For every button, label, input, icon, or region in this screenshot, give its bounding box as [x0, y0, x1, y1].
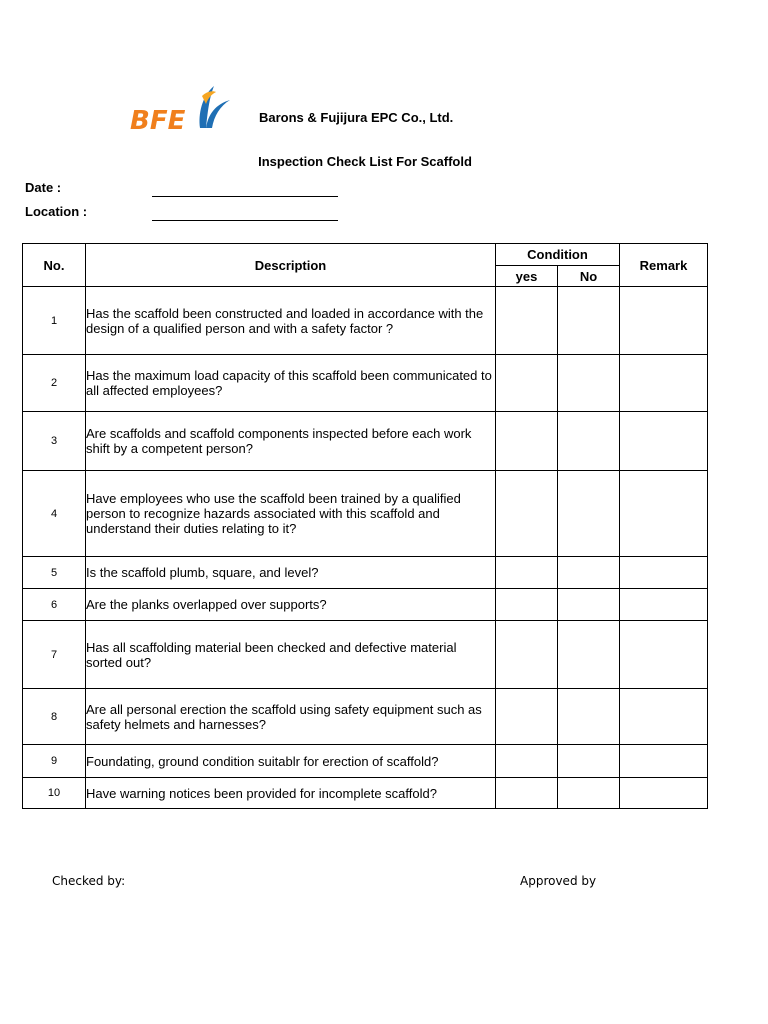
checklist-table	[22, 243, 708, 809]
no-cell[interactable]	[558, 412, 620, 471]
yes-cell[interactable]	[496, 355, 558, 412]
row-description: Are the planks overlapped over supports?	[86, 589, 496, 621]
yes-cell[interactable]	[496, 412, 558, 471]
table-row	[23, 287, 708, 355]
remark-cell[interactable]	[620, 621, 708, 689]
no-cell[interactable]	[558, 689, 620, 745]
yes-cell[interactable]	[496, 778, 558, 809]
no-cell[interactable]	[558, 621, 620, 689]
no-cell[interactable]	[558, 557, 620, 589]
row-number: 9	[23, 745, 86, 778]
checked-by-label: Checked by:	[52, 874, 126, 888]
row-number: 4	[23, 471, 86, 557]
header-yes: yes	[496, 266, 558, 287]
row-description: Have warning notices been provided for incomplete scaffold?	[86, 778, 496, 809]
header-description: Description	[86, 244, 496, 287]
approved-by-label: Approved by	[520, 874, 597, 888]
remark-cell[interactable]	[620, 557, 708, 589]
remark-cell[interactable]	[620, 778, 708, 809]
table-row	[23, 412, 708, 471]
remark-cell[interactable]	[620, 745, 708, 778]
header-condition: Condition	[496, 244, 620, 266]
table-row	[23, 689, 708, 745]
row-description: Has the maximum load capacity of this scaffold been communicated to all affected employees?	[86, 355, 496, 412]
yes-cell[interactable]	[496, 621, 558, 689]
remark-cell[interactable]	[620, 287, 708, 355]
page-title: Inspection Check List For Scaffold	[258, 154, 472, 169]
remark-cell[interactable]	[620, 589, 708, 621]
header-no-option: No	[558, 266, 620, 287]
logo-text: BFE	[130, 106, 186, 134]
no-cell[interactable]	[558, 778, 620, 809]
yes-cell[interactable]	[496, 471, 558, 557]
header-no: No.	[23, 244, 86, 287]
yes-cell[interactable]	[496, 589, 558, 621]
row-description: Foundating, ground condition suitablr for erection of scaffold?	[86, 745, 496, 778]
remark-cell[interactable]	[620, 412, 708, 471]
remark-cell[interactable]	[620, 689, 708, 745]
row-description: Have employees who use the scaffold been trained by a qualified person to recognize hazards associated with this scaffold and understand their duties relating to it?	[86, 471, 496, 557]
table-row	[23, 557, 708, 589]
yes-cell[interactable]	[496, 689, 558, 745]
table-row	[23, 589, 708, 621]
company-name: Barons & Fujijura EPC Co., Ltd.	[259, 110, 454, 125]
remark-cell[interactable]	[620, 355, 708, 412]
row-number: 10	[23, 778, 86, 809]
row-number: 5	[23, 557, 86, 589]
row-description: Are scaffolds and scaffold components inspected before each work shift by a competent person?	[86, 412, 496, 471]
location-field[interactable]	[152, 220, 338, 221]
row-description: Has the scaffold been constructed and loaded in accordance with the design of a qualified person and with a safety factor ?	[86, 287, 496, 355]
table-row	[23, 745, 708, 778]
row-number: 6	[23, 589, 86, 621]
no-cell[interactable]	[558, 355, 620, 412]
date-label: Date :	[25, 180, 62, 195]
header-remark: Remark	[620, 244, 708, 287]
row-description: Is the scaffold plumb, square, and level?	[86, 557, 496, 589]
row-description: Are all personal erection the scaffold using safety equipment such as safety helmets and harnesses?	[86, 689, 496, 745]
yes-cell[interactable]	[496, 557, 558, 589]
no-cell[interactable]	[558, 287, 620, 355]
yes-cell[interactable]	[496, 745, 558, 778]
company-logo	[126, 84, 236, 134]
table-row	[23, 778, 708, 809]
table-row	[23, 355, 708, 412]
row-number: 3	[23, 412, 86, 471]
table-row	[23, 621, 708, 689]
no-cell[interactable]	[558, 745, 620, 778]
table-row	[23, 471, 708, 557]
date-field[interactable]	[152, 196, 338, 197]
remark-cell[interactable]	[620, 471, 708, 557]
row-number: 8	[23, 689, 86, 745]
yes-cell[interactable]	[496, 287, 558, 355]
no-cell[interactable]	[558, 589, 620, 621]
row-number: 2	[23, 355, 86, 412]
row-description: Has all scaffolding material been checked and defective material sorted out?	[86, 621, 496, 689]
row-number: 7	[23, 621, 86, 689]
location-label: Location :	[25, 204, 88, 219]
no-cell[interactable]	[558, 471, 620, 557]
row-number: 1	[23, 287, 86, 355]
